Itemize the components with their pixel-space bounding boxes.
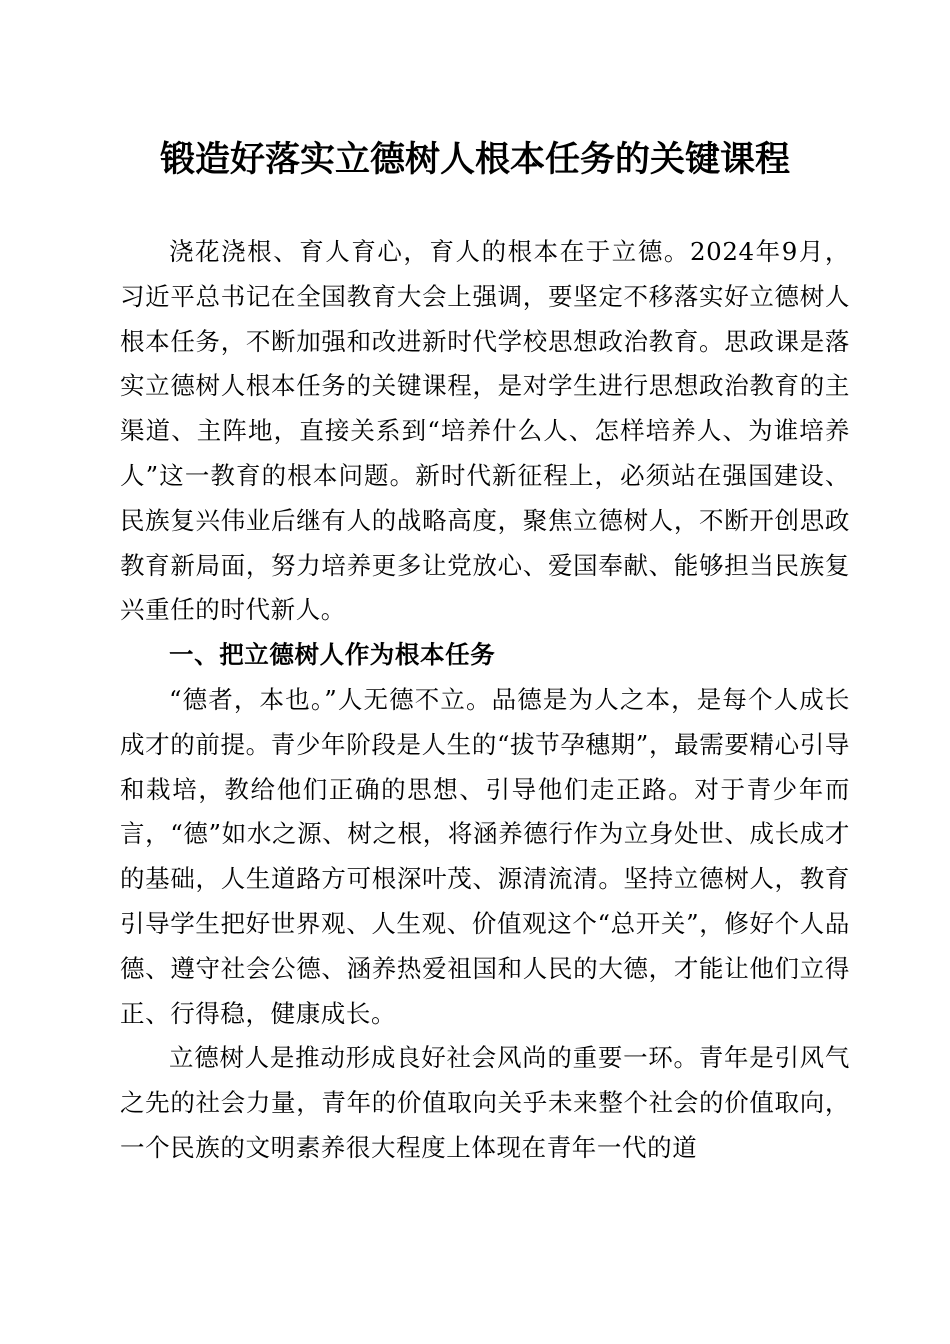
paragraph-section-1-b: 立德树人是推动形成良好社会风尚的重要一环。青年是引风气之先的社会力量，青年的价值取向关乎未来整个社会的价值取向，一个民族的文明素养很大程度上体现在青年一代的道 [120,1043,850,1162]
document-body [120,230,850,1171]
paragraph-section-1-a: “德者，本也。”人无德不立。品德是为人之本，是每个人成长成才的前提。青少年阶段是人生的“拔节孕穗期”，最需要精心引导和栽培，教给他们正确的思想、引导他们走正路。对于青少年而言，“德”如水之源、树之根，将涵养德行作为立身处世、成长成才的基础，人生道路方可根深叶茂、源清流清。坚持立德树人，教育引导学生把好世界观、人生观、价值观这个“总开关”，修好个人品德、遵守社会公德、涵养热爱祖国和人民的大德，才能让他们立得正、行得稳，健康成长。 [120,684,850,1028]
section-heading-1: 一、把立德树人作为根本任务 [169,640,496,670]
paragraph-intro: 浇花浇根、育人育心，育人的根本在于立德。2024年9月，习近平总书记在全国教育大会上强调，要坚定不移落实好立德树人根本任务，不断加强和改进新时代学校思想政治教育。思政课是落实立德树人根本任务的关键课程，是对学生进行思想政治教育的主渠道、主阵地，直接关系到“培养什么人、怎样培养人、为谁培养人”这一教育的根本问题。新时代新征程上，必须站在强国建设、民族复兴伟业后继有人的战略高度，聚焦立德树人，不断开创思政教育新局面，努力培养更多让党放心、爱国奉献、能够担当民族复兴重任的时代新人。 [120,237,850,625]
document-title: 锻造好落实立德树人根本任务的关键课程 [159,139,790,180]
